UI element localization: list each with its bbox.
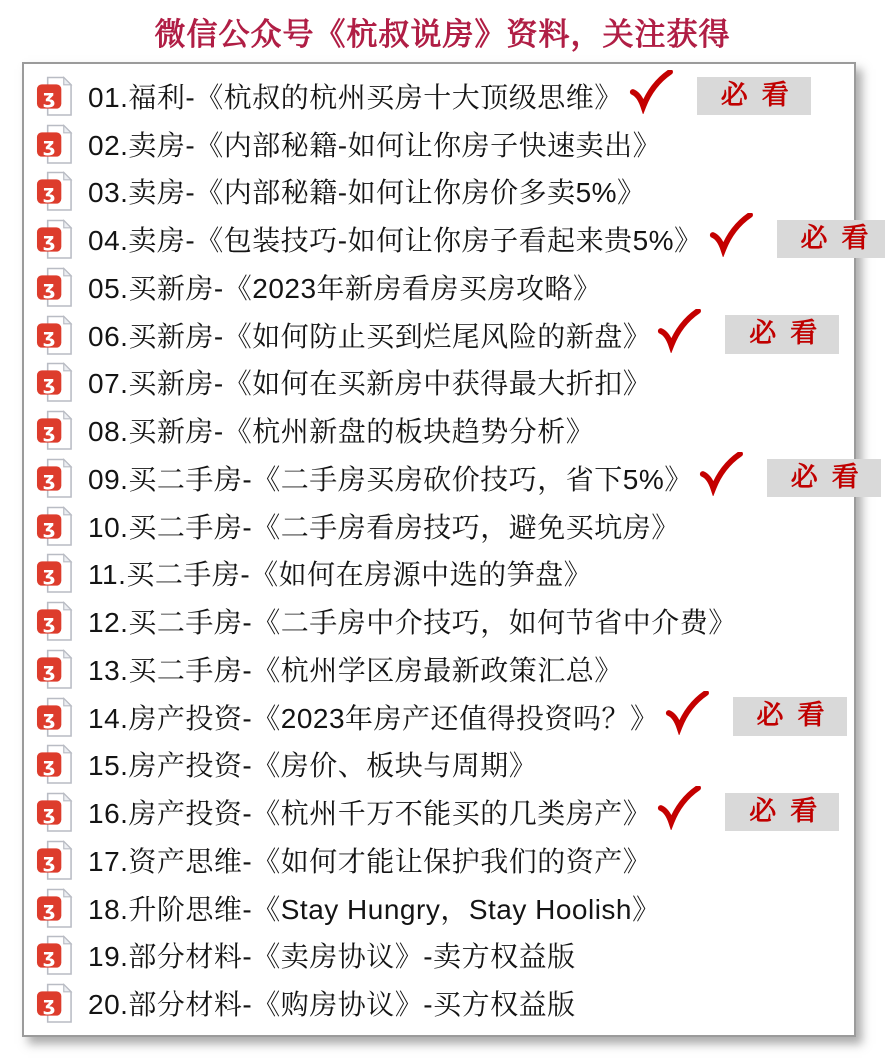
list-item bbox=[36, 932, 854, 980]
list-item-label: 15.房产投资-《房价、板块与周期》 bbox=[88, 750, 538, 782]
document-attachment-icon bbox=[36, 839, 73, 881]
document-attachment-icon bbox=[36, 648, 73, 690]
list-item bbox=[36, 311, 854, 359]
svg-text:ʒ: ʒ bbox=[42, 705, 56, 729]
list-item bbox=[36, 263, 854, 311]
list-item bbox=[36, 550, 854, 598]
list-item bbox=[36, 741, 854, 789]
document-attachment-icon bbox=[36, 170, 73, 212]
list-item-label: 09.买二手房-《二手房买房砍价技巧，省下5%》 bbox=[88, 463, 693, 495]
svg-text:ʒ: ʒ bbox=[42, 801, 56, 825]
svg-text:ʒ: ʒ bbox=[42, 896, 56, 920]
svg-text:ʒ: ʒ bbox=[42, 610, 56, 634]
list-item bbox=[36, 693, 854, 741]
svg-text:ʒ: ʒ bbox=[42, 467, 56, 491]
document-attachment-icon bbox=[36, 505, 73, 547]
document-attachment-icon bbox=[36, 934, 73, 976]
svg-text:ʒ: ʒ bbox=[42, 371, 56, 395]
page-title: 微信公众号《杭叔说房》资料，关注获得 bbox=[154, 17, 731, 52]
must-read-badge: 必看 bbox=[733, 697, 847, 736]
list-item bbox=[36, 406, 854, 454]
svg-text:ʒ: ʒ bbox=[42, 419, 56, 443]
list-item-label: 17.资产思维-《如何才能让保护我们的资产》 bbox=[88, 845, 652, 877]
list-item-label: 08.买新房-《杭州新盘的板块趋势分析》 bbox=[88, 416, 595, 448]
must-read-badge: 必看 bbox=[767, 459, 881, 498]
list-item-label: 06.买新房-《如何防止买到烂尾风险的新盘》 bbox=[88, 320, 652, 352]
list-item-label: 20.部分材料-《购房协议》-买方权益版 bbox=[88, 989, 576, 1021]
document-attachment-icon bbox=[36, 696, 73, 738]
list-item-label: 13.买二手房-《杭州学区房最新政策汇总》 bbox=[88, 654, 623, 686]
list-item-label: 19.部分材料-《卖房协议》-卖方权益版 bbox=[88, 941, 576, 973]
list-item bbox=[36, 884, 854, 932]
list-item-label: 05.买新房-《2023年新房看房买房攻略》 bbox=[88, 272, 602, 304]
document-attachment-icon bbox=[36, 123, 73, 165]
document-attachment-icon bbox=[36, 266, 73, 308]
document-attachment-icon bbox=[36, 409, 73, 451]
document-attachment-icon bbox=[36, 75, 73, 117]
svg-text:ʒ: ʒ bbox=[42, 276, 56, 300]
svg-text:ʒ: ʒ bbox=[42, 514, 56, 538]
checkmark-icon bbox=[655, 309, 701, 353]
svg-text:ʒ: ʒ bbox=[42, 658, 56, 682]
document-attachment-icon bbox=[36, 361, 73, 403]
document-attachment-icon bbox=[36, 887, 73, 929]
document-attachment-icon bbox=[36, 600, 73, 642]
list-item-label: 16.房产投资-《杭州千万不能买的几类房产》 bbox=[88, 798, 652, 830]
must-read-badge: 必看 bbox=[777, 220, 885, 259]
svg-text:ʒ: ʒ bbox=[42, 849, 56, 873]
list-item-label: 02.卖房-《内部秘籍-如何让你房子快速卖出》 bbox=[88, 129, 662, 161]
must-read-badge: 必看 bbox=[725, 315, 839, 354]
document-attachment-icon bbox=[36, 982, 73, 1024]
document-attachment-icon bbox=[36, 743, 73, 785]
list-item-label: 07.买新房-《如何在买新房中获得最大折扣》 bbox=[88, 368, 652, 400]
list-item bbox=[36, 597, 854, 645]
svg-text:ʒ: ʒ bbox=[42, 132, 56, 156]
svg-text:ʒ: ʒ bbox=[42, 562, 56, 586]
checkmark-icon bbox=[707, 213, 753, 257]
document-attachment-icon bbox=[36, 218, 73, 260]
list-item bbox=[36, 359, 854, 407]
list-item-label: 18.升阶思维-《Stay Hungry，Stay Hoolish》 bbox=[88, 893, 661, 925]
svg-text:ʒ: ʒ bbox=[42, 228, 56, 252]
list-item bbox=[36, 168, 854, 216]
list-item bbox=[36, 979, 854, 1027]
list-item-label: 01.福利-《杭叔的杭州买房十大顶级思维》 bbox=[88, 81, 623, 113]
list-item-label: 10.买二手房-《二手房看房技巧，避免买坑房》 bbox=[88, 511, 680, 543]
list-item-label: 11.买二手房-《如何在房源中选的笋盘》 bbox=[88, 559, 593, 591]
svg-text:ʒ: ʒ bbox=[42, 323, 56, 347]
must-read-badge: 必看 bbox=[725, 793, 839, 832]
document-attachment-icon bbox=[36, 552, 73, 594]
checkmark-icon bbox=[655, 786, 701, 830]
checkmark-icon bbox=[663, 691, 709, 735]
must-read-badge: 必看 bbox=[697, 77, 811, 116]
list-item bbox=[36, 788, 854, 836]
list-item bbox=[36, 215, 883, 263]
svg-text:ʒ: ʒ bbox=[42, 753, 56, 777]
document-attachment-icon bbox=[36, 314, 73, 356]
list-item-label: 03.卖房-《内部秘籍-如何让你房价多卖5%》 bbox=[88, 177, 646, 209]
list-item bbox=[36, 836, 854, 884]
checkmark-icon bbox=[627, 70, 673, 114]
list-item bbox=[36, 120, 854, 168]
list-item-label: 04.卖房-《包装技巧-如何让你房子看起来贵5%》 bbox=[88, 225, 703, 257]
material-list bbox=[22, 62, 883, 1037]
svg-text:ʒ: ʒ bbox=[42, 944, 56, 968]
list-item bbox=[36, 645, 854, 693]
document-attachment-icon bbox=[36, 457, 73, 499]
document-attachment-icon bbox=[36, 791, 73, 833]
svg-text:ʒ: ʒ bbox=[42, 992, 56, 1016]
svg-text:ʒ: ʒ bbox=[42, 85, 56, 109]
checkmark-icon bbox=[697, 452, 743, 496]
list-item bbox=[36, 502, 854, 550]
list-item bbox=[36, 454, 873, 502]
list-item bbox=[36, 72, 854, 120]
list-item-label: 12.买二手房-《二手房中介技巧，如何节省中介费》 bbox=[88, 607, 737, 639]
svg-text:ʒ: ʒ bbox=[42, 180, 56, 204]
list-item-label: 14.房产投资-《2023年房产还值得投资吗？》 bbox=[88, 702, 659, 734]
